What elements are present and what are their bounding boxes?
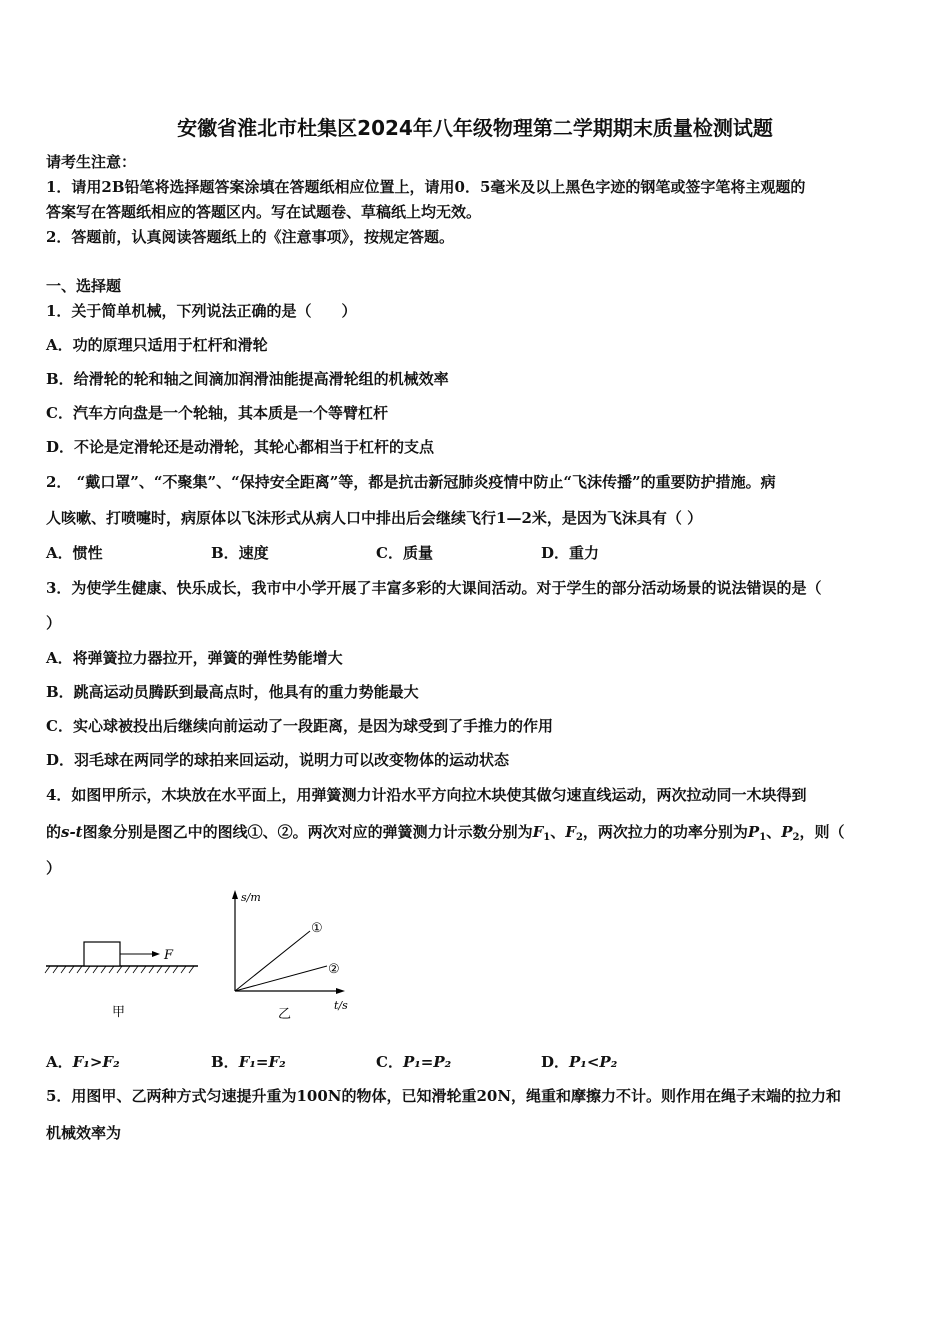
ground-hatching [45,966,194,973]
graph-line-1-label: ① [311,921,323,936]
q4-stem-line-2: 的s-t图象分别是图乙中的图线①、②。两次对应的弹簧测力计示数分别为$F_1$、$F_2$，两次拉力的功率分别为$P_1$、$P_2$，则（ [46,823,845,843]
force-arrowhead [152,951,160,957]
q5-stem-line-1: 5．用图甲、乙两种方式匀速提升重为100N的物体，已知滑轮重20N，绳重和摩擦力不计。则作用在绳子末端的拉力和 [46,1087,842,1105]
y-axis-label: s/m [241,891,261,904]
graph-line-2-label: ② [328,962,340,977]
q2-option-d: D．重力 [541,544,600,562]
graph-line-1 [235,931,310,991]
q3-option-a: A．将弹簧拉力器拉开，弹簧的弹性势能增大 [46,649,343,667]
q4-option-d: D．P₁<P₂ [541,1053,618,1071]
figure-yi-caption: 乙 [278,1007,292,1022]
y-axis-arrowhead [232,890,238,899]
notice-item-1-line-2: 答案写在答题纸相应的答题区内。写在试题卷、草稿纸上均无效。 [46,203,482,221]
q3-stem-line-1: 3．为使学生健康、快乐成长，我市中小学开展了丰富多彩的大课间活动。对于学生的部分活动场景的说法错误的是（ [46,579,822,597]
q4-option-c: C．P₁=P₂ [376,1053,452,1071]
q5-stem-line-2: 机械效率为 [46,1124,122,1142]
q3-option-d: D．羽毛球在两同学的球拍来回运动，说明力可以改变物体的运动状态 [46,751,510,769]
q2-option-c: C．质量 [376,544,433,562]
q1-option-c: C．汽车方向盘是一个轮轴，其本质是一个等臂杠杆 [46,404,388,422]
q4-option-a: A．F₁>F₂ [46,1053,120,1071]
graph-line-2 [235,966,327,991]
page-title: 安徽省淮北市杜集区2024年八年级物理第二学期期末质量检测试题 [177,116,773,140]
q2-option-a: A．惯性 [46,544,103,562]
section-heading: 一、选择题 [46,277,122,295]
q4-stem-line-1: 4．如图甲所示，木块放在水平面上，用弹簧测力计沿水平方向拉木块使其做匀速直线运动，两次拉动同一木块得到 [46,786,807,804]
q1-option-b: B．给滑轮的轮和轴之间滴加润滑油能提高滑轮组的机械效率 [46,370,449,388]
notice-heading: 请考生注意： [46,153,137,171]
q2-stem-line-2: 人咳嗽、打喷嚏时，病原体以飞沫形式从病人口中排出后会继续飞行1—2米，是因为飞沫具有（ ） [46,509,703,527]
figure-jia-caption: 甲 [112,1005,126,1020]
figure-yi [222,885,362,1025]
q3-option-b: B．跳高运动员腾跃到最高点时，他具有的重力势能最大 [46,683,419,701]
q2-stem-line-1: 2． “戴口罩”、“不聚集”、“保持安全距离”等，都是抗击新冠肺炎疫情中防止“飞沫传播”的重要防护措施。病 [46,473,776,491]
q4-option-b: B．F₁=F₂ [211,1053,286,1071]
q4-stem-line-3: ） [46,859,62,877]
figure-jia [40,930,210,1025]
notice-item-2: 2．答题前，认真阅读答题纸上的《注意事项》，按规定答题。 [46,228,454,246]
notice-item-1-line-1: 1．请用2B铅笔将选择题答案涂填在答题纸相应位置上，请用0．5毫米及以上黑色字迹的钢笔或签字笔将主观题的 [46,178,806,196]
q3-stem-line-2: ） [46,614,62,632]
q1-option-d: D．不论是定滑轮还是动滑轮，其轮心都相当于杠杆的支点 [46,438,435,456]
x-axis-label: t/s [334,999,348,1012]
x-axis-arrowhead [336,988,345,994]
wooden-block [84,942,120,966]
q3-option-c: C．实心球被投出后继续向前运动了一段距离，是因为球受到了手推力的作用 [46,717,553,735]
force-label: F [164,948,174,963]
q1-option-a: A．功的原理只适用于杠杆和滑轮 [46,336,268,354]
q1-stem: 1．关于简单机械，下列说法正确的是（ ） [46,302,357,320]
q2-option-b: B．速度 [211,544,269,562]
